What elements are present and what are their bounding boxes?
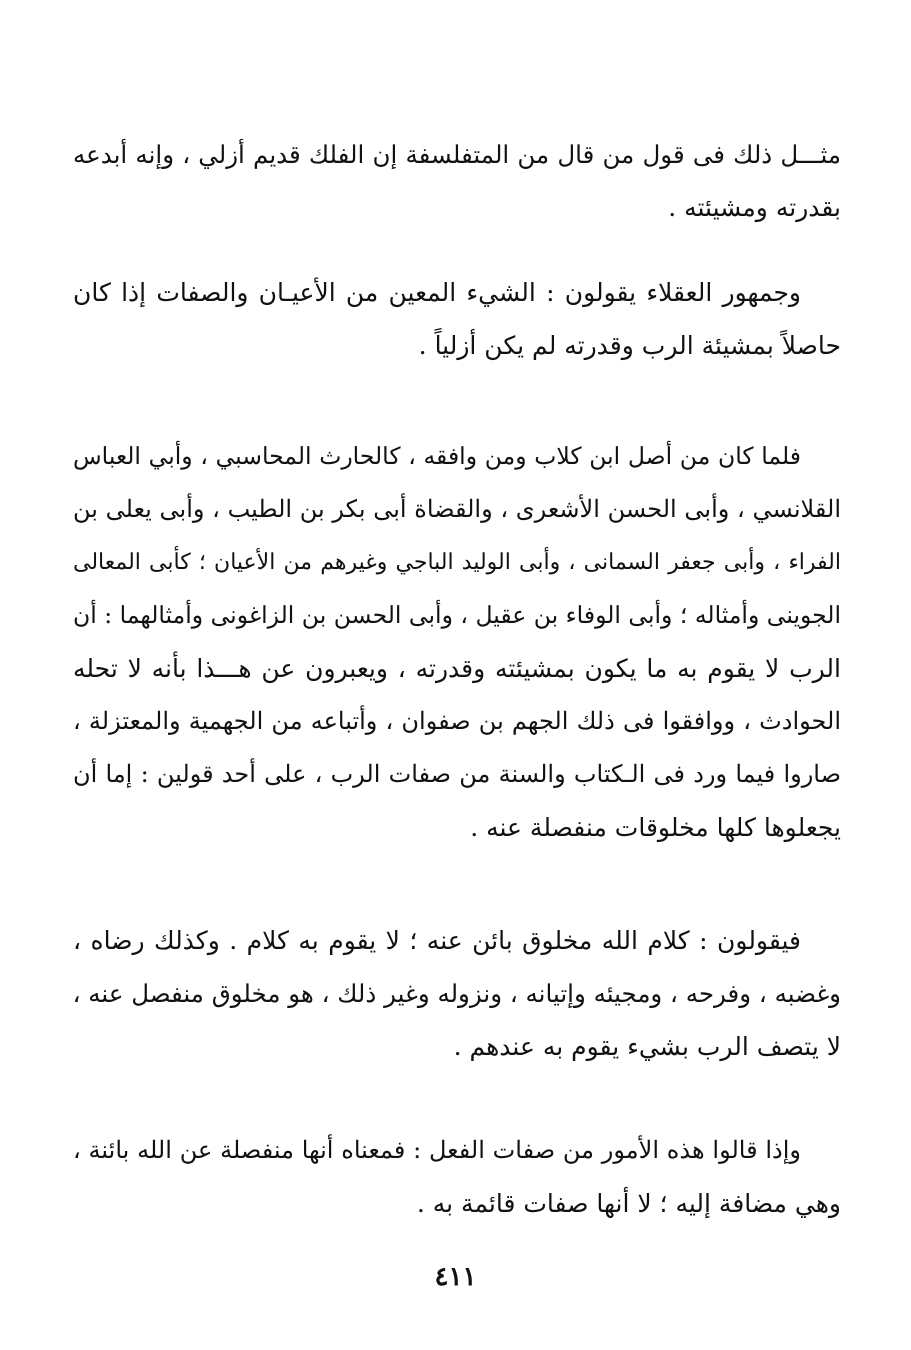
- text-line: القلانسي ، وأبى الحسن الأشعرى ، والقضاة أبى بكر بن الطيب ، وأبى يعلى بن: [73, 495, 841, 523]
- paragraph-1: [73, 128, 841, 234]
- text-line: وغضبه ، وفرحه ، ومجيئه وإتيانه ، ونزوله وغير ذلك ، هو مخلوق منفصل عنه ،: [72, 979, 841, 1008]
- text-line: الجوينى وأمثاله ؛ وأبى الوفاء بن عقيل ، وأبى الحسن بن الزاغونى وأمثالهما : أن: [73, 601, 841, 629]
- text-line: الرب لا يقوم به ما يكون بمشيئته وقدرته ، ويعبرون عن هـــذا بأنه لا تحله: [73, 654, 841, 683]
- text-line: حاصلاً بمشيئة الرب وقدرته لم يكن أزلياً .: [418, 331, 841, 360]
- text-line: وإذا قالوا هذه الأمور من صفات الفعل : فمعناه أنها منفصلة عن الله بائنة ،: [73, 1136, 801, 1164]
- text-line: وهي مضافة إليه ؛ لا أنها صفات قائمة به .: [416, 1189, 841, 1218]
- text-line: يجعلوها كلها مخلوقات منفصلة عنه .: [470, 813, 841, 842]
- text-line: فلما كان من أصل ابن كلاب ومن وافقه ، كالحارث المحاسبي ، وأبي العباس: [73, 442, 801, 470]
- page-number: ٤١١: [434, 1262, 477, 1292]
- paragraph-2: [73, 266, 841, 372]
- text-line: لا يتصف الرب بشيء يقوم به عندهم .: [453, 1032, 841, 1061]
- paragraph-5: [73, 1124, 841, 1230]
- text-line: مثـــل ذلك فى قول من قال من المتفلسفة إن الفلك قديم أزلي ، وإنه أبدعه: [73, 140, 841, 169]
- paragraph-3: [73, 430, 841, 854]
- text-line: الفراء ، وأبى جعفر السمانى ، وأبى الوليد الباجي وغيرهم من الأعيان ؛ كأبى المعالى: [73, 550, 841, 575]
- text-line: صاروا فيما ورد فى الـكتاب والسنة من صفات الرب ، على أحد قولين : إما أن: [73, 760, 841, 788]
- text-line: وجمهور العقلاء يقولون : الشيء المعين من الأعيـان والصفات إذا كان: [73, 278, 801, 307]
- text-line: الحوادث ، ووافقوا فى ذلك الجهم بن صفوان ، وأتباعه من الجهمية والمعتزلة ،: [73, 707, 841, 735]
- text-line: فيقولون : كلام الله مخلوق بائن عنه ؛ لا يقوم به كلام . وكذلك رضاه ،: [73, 926, 801, 955]
- text-line: بقدرته ومشيئته .: [668, 193, 841, 222]
- paragraph-4: [73, 914, 841, 1073]
